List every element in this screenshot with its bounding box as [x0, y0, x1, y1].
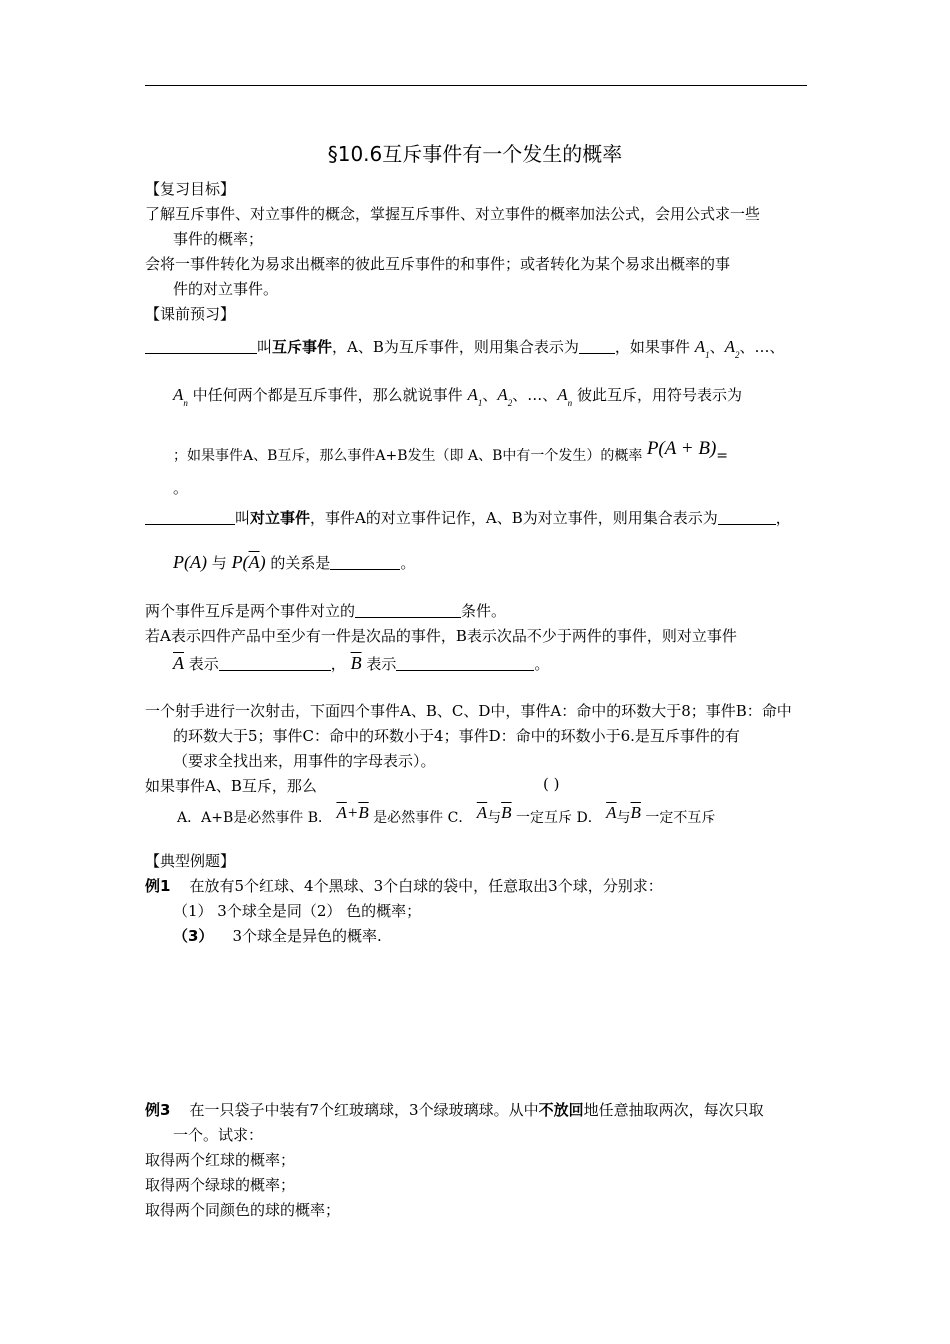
answer-blank: [718, 510, 776, 525]
question-same-color: 取得两个同颜色的球的概率；: [145, 1201, 341, 1219]
shooter-line-2: 的环数大于5；事件C：命中的环数小于4；事件D：命中的环数小于6.是互斥事件的有: [173, 727, 740, 745]
question-two-green: 取得两个绿球的概率；: [145, 1176, 296, 1194]
math-a2: $A_2$: [497, 385, 513, 408]
defective-answer-line: $\overline{A}$ 表示 ， $\overline{B}$ 表示 。: [173, 653, 550, 673]
example-text: 在一只袋子中装有7个红玻璃球，3个绿玻璃球。从中: [189, 1101, 539, 1119]
review-line-2: 事件的概率；: [173, 230, 264, 248]
text: ，事件A的对立事件记作: [310, 509, 471, 527]
examples-heading: 【典型例题】: [145, 852, 236, 870]
text: 与: [616, 810, 631, 826]
option-a: A．A+B是必然事件 B．: [177, 810, 332, 826]
opposite-definition-line: 叫对立事件，事件A的对立事件记作，A、B为对立事件，则用集合表示为 ，: [145, 507, 791, 528]
part-text: 3个球全是异色的概率.: [232, 927, 382, 945]
term-mutex: 互斥事件: [272, 338, 333, 356]
review-line-1: 了解互斥事件、对立事件的概念，掌握互斥事件、对立事件的概率加法公式，会用公式求一些: [145, 205, 761, 223]
option-b: 是必然事件 C．: [373, 810, 473, 826]
text: 表示: [188, 655, 219, 673]
example-3-line-2: 一个。试求：: [173, 1126, 264, 1144]
math-p-a-plus-b: P(A + B): [646, 438, 717, 459]
math-b-bar: $\overline{B}$: [630, 803, 641, 822]
answer-blank: [396, 656, 534, 671]
part-label: （3）: [173, 927, 214, 945]
example-1-part-3: [173, 925, 382, 946]
review-line-4: 件的对立事件。: [173, 280, 279, 298]
review-line-3: 会将一事件转化为易求出概率的彼此互斥事件的和事件；或者转化为某个易求出概率的事: [145, 255, 731, 273]
choice-options: [177, 803, 715, 827]
text: 表示: [366, 655, 397, 673]
example-text: 在放有5个红球、4个黑球、3个白球的袋中，任意取出3个球，分别求：: [189, 877, 663, 895]
math-a1: $A_1$: [467, 385, 483, 408]
mutex-definition-line: 叫互斥事件，A、B为互斥事件，则用集合表示为 ，如果事件 $A_1$、$A_2$、…、: [145, 336, 785, 360]
text: 叫: [235, 509, 251, 527]
text: ，如果事件: [614, 338, 690, 356]
example-1: [145, 875, 663, 896]
answer-blank: [145, 339, 257, 354]
period: 。: [173, 479, 189, 497]
example-label: 例1: [145, 877, 171, 895]
text: ，A、B为互斥事件，则用集合表示为: [332, 338, 579, 356]
text: 的关系是: [270, 554, 331, 572]
math-an: $A_n$: [173, 385, 188, 408]
text: ；如果事件A、B互斥，那么事件A+B发生（即 A、B中有一个发生）的概率: [173, 448, 643, 464]
mutex-line-2: $A_n$ 中任何两个都是互斥事件，那么就说事件 $A_1$、$A_2$、…、$A_n$ 彼此互斥，用符号表示为: [173, 385, 742, 408]
text: ，A、B为对立事件，则用集合表示为: [470, 509, 718, 527]
text: 条件。: [461, 602, 507, 620]
term-opposite: 对立事件: [250, 509, 311, 527]
answer-blank: [219, 656, 331, 671]
mutex-line-3: ；如果事件A、B互斥，那么事件A+B发生（即 A、B中有一个发生）的概率 P(A + B)=: [173, 438, 729, 464]
math-p-a-bar: $P(\overline{A})$: [231, 552, 266, 572]
math-a1: $A_1$: [694, 337, 710, 360]
example-3: [145, 1099, 764, 1120]
math-a-bar: $\overline{A}$: [173, 653, 184, 673]
defective-question: 若A表示四件产品中至少有一件是次品的事件，B表示次品不少于两件的事件，则对立事件: [145, 627, 737, 645]
question-two-red: 取得两个红球的概率；: [145, 1151, 296, 1169]
answer-blank: [145, 510, 235, 525]
text: 中任何两个都是互斥事件，那么就说事件: [192, 386, 463, 404]
page-title: §10.6互斥事件有一个发生的概率: [327, 142, 623, 166]
preview-heading: 【课前预习】: [145, 305, 236, 323]
option-d: 一定不互斥: [645, 810, 716, 826]
text: 与: [487, 810, 502, 826]
math-an: $A_n$: [557, 385, 573, 408]
probability-relation-line: P(A) 与 $P(\overline{A})$ 的关系是 。: [173, 552, 416, 572]
shooter-line-3: （要求全找出来，用事件的字母表示）。: [173, 752, 436, 770]
math-a-bar-plus-b-bar: $\overline{A}+\overline{B}$: [336, 803, 369, 822]
header-rule: [145, 85, 807, 86]
math-b-bar: $\overline{B}$: [501, 803, 512, 822]
math-a-bar: $\overline{A}$: [476, 803, 488, 822]
answer-blank: [355, 603, 461, 618]
math-a2: $A_2$: [724, 337, 740, 360]
text: 两个事件互斥是两个事件对立的: [145, 602, 356, 620]
text: 叫: [257, 338, 273, 356]
shooter-line-1: 一个射手进行一次射击，下面四个事件A、B、C、D中，事件A：命中的环数大于8；事件B：命中: [145, 702, 792, 720]
example-text: 地任意抽取两次，每次只取: [583, 1101, 764, 1119]
text: 与: [211, 554, 227, 572]
math-b-bar: $\overline{B}$: [350, 653, 362, 673]
math-p-a: P(A): [173, 552, 207, 572]
review-heading: 【复习目标】: [145, 180, 236, 198]
example-1-part-1: （1） 3个球全是同（2） 色的概率；: [173, 902, 422, 920]
example-label: 例3: [145, 1101, 171, 1119]
condition-line: [145, 600, 506, 621]
math-a-bar: $\overline{A}$: [606, 803, 617, 822]
text: 彼此互斥，用符号表示为: [576, 386, 742, 404]
answer-blank: [579, 339, 615, 354]
answer-blank: [330, 555, 400, 570]
emphasis-no-replacement: 不放回: [538, 1101, 584, 1119]
option-c: 一定互斥 D．: [516, 810, 602, 826]
choice-stem: 如果事件A、B互斥，那么: [145, 777, 317, 795]
choice-paren: ( ): [543, 775, 560, 793]
